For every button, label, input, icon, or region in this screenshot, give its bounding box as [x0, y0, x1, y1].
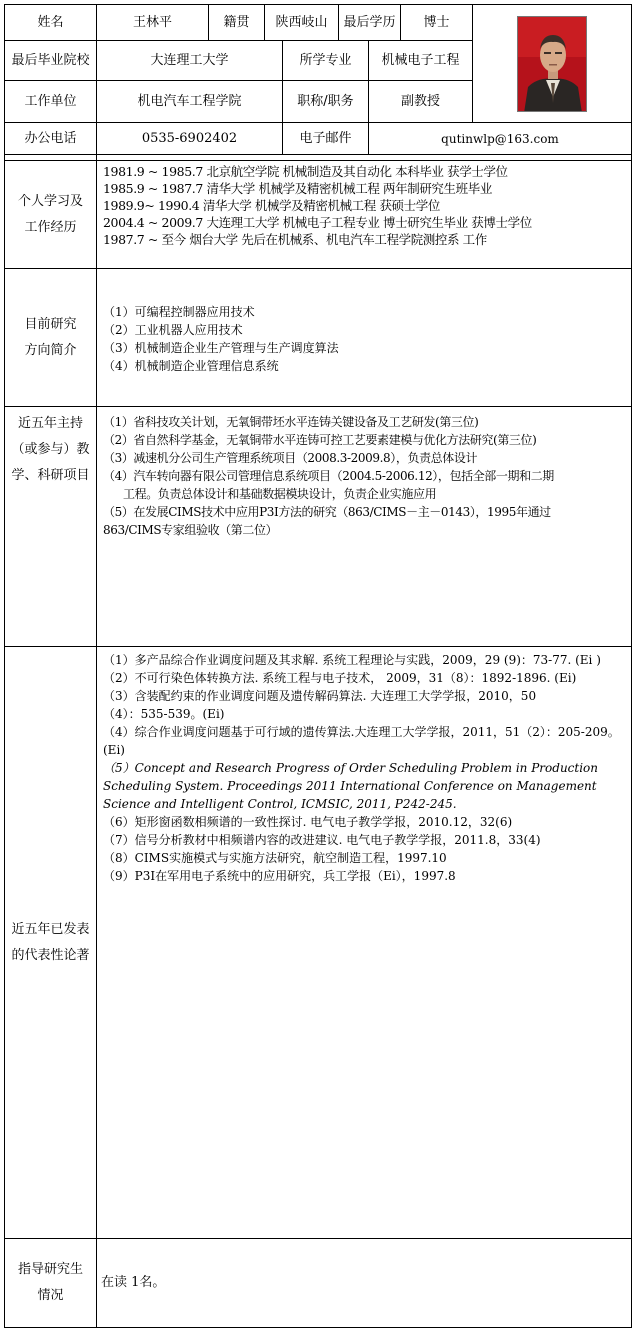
experience-content — [97, 161, 631, 269]
project-item: （5）在发展CIMS技术中应用P3I方法的研究（863/CIMS－主－0143），1995年通过 — [103, 505, 551, 519]
projects-label — [5, 407, 97, 647]
papers-label-line1: 近五年已发表 — [11, 921, 90, 937]
paper-item: （9）P3I在军用电子系统中的应用研究，兵工学报（Ei），1997.8 — [103, 869, 456, 883]
school-label: 最后毕业院校 — [5, 41, 97, 81]
paper-item: （3）含装配约束的作业调度问题及遗传解码算法. 大连理工大学学报，2010，50 — [103, 689, 537, 703]
email-label: 电子邮件 — [283, 123, 369, 155]
experience-item: 2004.4 ~ 2009.7 大连理工大学 机械电子工程专业 博士研究生毕业 获博士学位 — [103, 215, 532, 230]
major-label: 所学专业 — [283, 41, 369, 81]
research-label-line2: 方向简介 — [24, 342, 77, 358]
project-item: 863/CIMS专家组验收（第二位） — [103, 523, 278, 537]
experience-label-line1: 个人学习及 — [17, 193, 83, 209]
projects-label-line2: （或参与）教 — [11, 442, 90, 457]
paper-item: （1）多产品综合作业调度问题及其求解. 系统工程理论与实践，2009，29 (9)：73-77. (Ei ) — [103, 653, 601, 667]
papers-content — [97, 647, 631, 1239]
project-item: （3）减速机分公司生产管理系统项目（2008.3-2009.8），负责总体设计 — [103, 451, 478, 465]
students-label — [5, 1239, 97, 1327]
profile-table — [4, 4, 632, 1328]
projects-content — [97, 407, 631, 647]
photo-cell — [473, 5, 631, 123]
unit-value: 机电汽车工程学院 — [97, 81, 283, 123]
projects-label-line3: 学、科研项目 — [11, 468, 90, 483]
phone-value: 0535-6902402 — [97, 123, 283, 155]
school-value: 大连理工大学 — [97, 41, 283, 81]
paper-item: （5）Concept and Research Progress of Order Scheduling Problem in Production Scheduling System. Proceedings 2011 International Conference on Management Science and Intelligent Control, ICMSIC, 2011, P242-245. — [103, 761, 599, 811]
research-content — [97, 269, 631, 407]
research-label-line1: 目前研究 — [24, 316, 77, 332]
paper-item: （8）CIMS实施模式与实施方法研究，航空制造工程，1997.10 — [103, 851, 447, 865]
students-label-line1: 指导研究生 — [17, 1262, 83, 1277]
research-item: （1）可编程控制器应用技术 — [103, 305, 255, 319]
paper-item: （4）：535-539。(Ei) — [103, 707, 225, 721]
name-label: 姓名 — [5, 5, 97, 41]
email-value: qutinwlp@163.com — [369, 123, 631, 155]
project-item: （2）省自然科学基金，无氧铜带水平连铸可控工艺要素建模与优化方法研究(第三位) — [103, 433, 537, 447]
experience-item: 1985.9 ~ 1987.7 清华大学 机械学及精密机械工程 两年制研究生班毕业 — [103, 181, 492, 196]
title-value: 副教授 — [369, 81, 473, 123]
students-content — [97, 1239, 631, 1327]
research-item: （3）机械制造企业生产管理与生产调度算法 — [103, 341, 339, 355]
experience-label-line2: 工作经历 — [24, 219, 77, 235]
title-label: 职称/职务 — [283, 81, 369, 123]
papers-label — [5, 647, 97, 1239]
portrait-image — [518, 17, 587, 112]
portrait-photo — [517, 16, 587, 112]
paper-item: （4）综合作业调度问题基于可行域的遗传算法.大连理工大学学报，2011，51（2）：205-209。(Ei) — [103, 725, 620, 757]
major-value: 机械电子工程 — [369, 41, 473, 81]
experience-item: 1989.9~ 1990.4 清华大学 机械学及精密机械工程 获硕士学位 — [103, 198, 440, 213]
origin-label: 籍贯 — [209, 5, 265, 41]
experience-item: 1981.9 ~ 1985.7 北京航空学院 机械制造及其自动化 本科毕业 获学士学位 — [103, 164, 508, 179]
origin-value: 陕西岐山 — [265, 5, 339, 41]
name-value: 王林平 — [97, 5, 209, 41]
students-label-line2: 情况 — [37, 1288, 64, 1303]
unit-label: 工作单位 — [5, 81, 97, 123]
experience-item: 1987.7 ~ 至今 烟台大学 先后在机械系、机电汽车工程学院测控系 工作 — [103, 232, 487, 247]
paper-item: （6）矩形窗函数相频谱的一致性探讨. 电气电子教学学报，2010.12，32(6) — [103, 815, 513, 829]
degree-label: 最后学历 — [339, 5, 401, 41]
paper-item: （7）信号分析教材中相频谱内容的改进建议. 电气电子教学学报，2011.8，33(4) — [103, 833, 541, 847]
paper-item: （2）不可行染色体转换方法. 系统工程与电子技术， 2009，31（8）：1892-1896. (Ei) — [103, 671, 577, 685]
degree-value: 博士 — [401, 5, 473, 41]
projects-label-line1: 近五年主持 — [17, 416, 83, 431]
students-value: 在读 1名。 — [101, 1275, 166, 1290]
phone-label: 办公电话 — [5, 123, 97, 155]
papers-label-line2: 的代表性论著 — [11, 947, 90, 963]
project-item: （1）省科技攻关计划，无氧铜带坯水平连铸关键设备及工艺研发(第三位) — [103, 415, 479, 429]
research-item: （4）机械制造企业管理信息系统 — [103, 359, 279, 373]
research-item: （2）工业机器人应用技术 — [103, 323, 243, 337]
research-label — [5, 269, 97, 407]
experience-label — [5, 161, 97, 269]
project-item: 工程。负责总体设计和基础数据模块设计，负责企业实施应用 — [123, 487, 437, 501]
project-item: （4）汽车转向器有限公司管理信息系统项目（2004.5-2006.12），包括全部一期和二期 — [103, 469, 554, 483]
